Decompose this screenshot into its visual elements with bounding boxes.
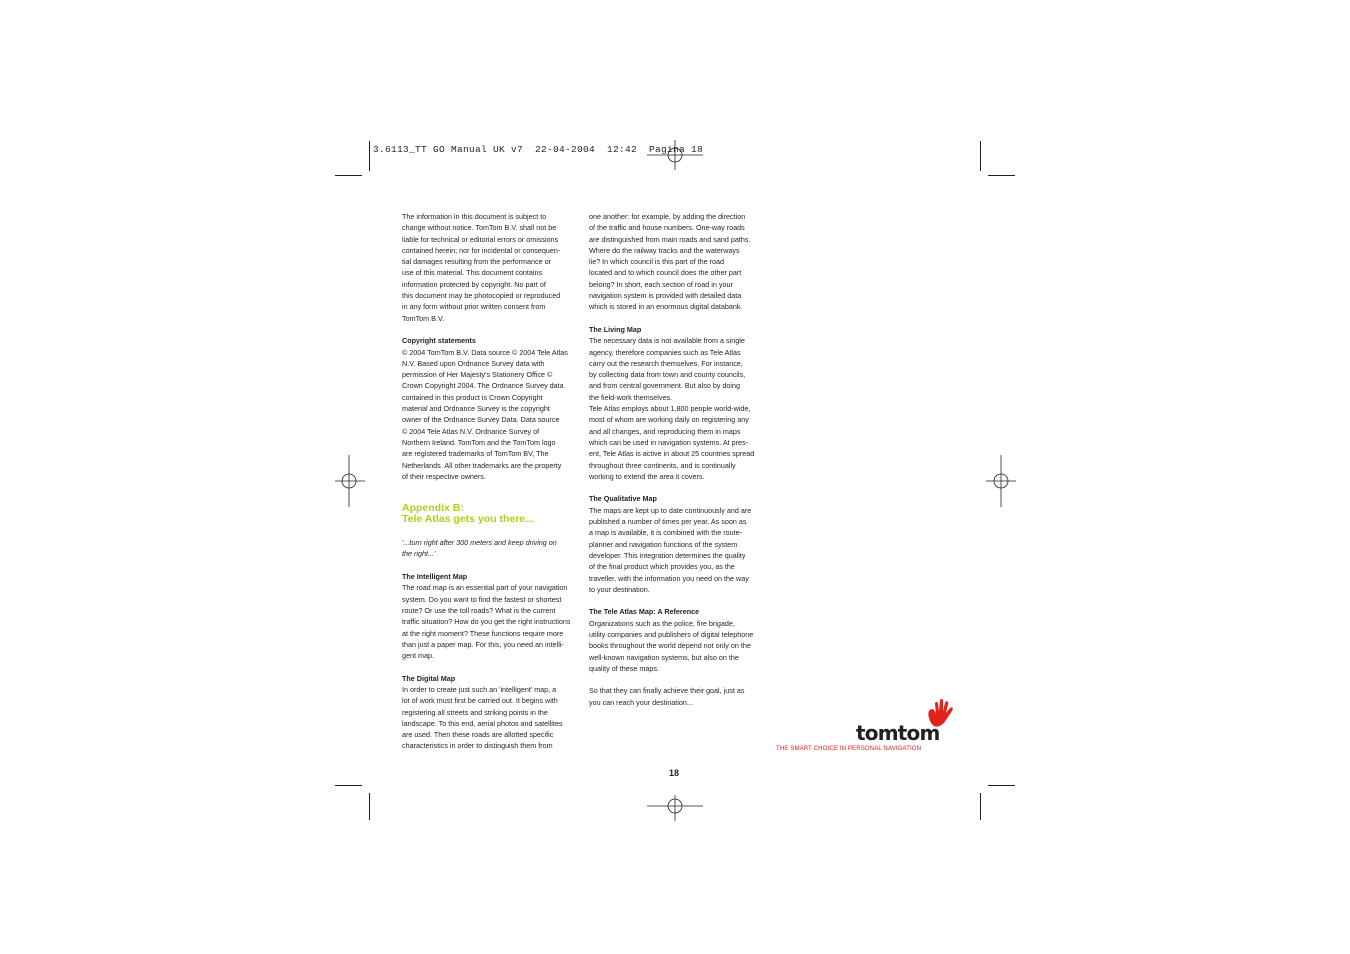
crop-mark-bottom-right-v <box>980 793 981 820</box>
registration-mark-bottom <box>647 795 703 821</box>
living-map-paragraph: The necessary data is not available from a single agency, therefore companies such as Tele Atlas carry out the research themselves. For instance, by collecting data from town and county councils, and from central government. But also by doing the field-work themselves. Tele Atlas employs about 1,800 people world-wide, most of whom are working daily on registering any and all changes, and reproducing them in maps which can be used in navigation systems. At pres- ent, Tele Atlas is active in about 25 countries spread throughout three continents, and is continually working to extend the area it covers. <box>589 336 755 481</box>
logo-tagline: THE SMART CHOICE IN PERSONAL NAVIGATION <box>776 745 922 752</box>
right-column <box>589 211 765 708</box>
page-number: 18 <box>669 768 680 778</box>
left-column <box>402 211 578 752</box>
tomtom-logo <box>776 698 951 754</box>
intelligent-map-heading: The Intelligent Map <box>402 572 468 582</box>
copyright-paragraph: © 2004 TomTom B.V. Data source © 2004 Tele Atlas N.V. Based upon Ordnance Survey data with permission of Her Majesty's Stationery Office © Crown Copyright 2004. The Ordnance Survey data contained in this product is Crown Copyright material and Ordnance Survey is the copyright owner of the Ordnance Survey Data. Data source © 2004 Tele Atlas N.V. Ordnance Survey of Northern Ireland. TomTom and the TomTom logo are registered trademarks of TomTom BV, The Netherlands. All other trademarks are the property of their respective owners. <box>402 347 568 481</box>
digital-map-continued-paragraph: one another: for example, by adding the direction of the traffic and house numbers. One-way roads are distinguished from main roads and sand paths. Where do the railway tracks and the waterways lie? In which council is this part of the road located and to which council does the other part belong? In short, each section of road in your navigation system is provided with detailed data which is stored in an enormous digital databank. <box>589 212 751 312</box>
crop-mark-bottom-left-h <box>335 785 362 786</box>
appendix-heading: Appendix B: Tele Atlas gets you there... <box>402 502 534 526</box>
print-slug: 3.6113_TT GO Manual UK v7 22-04-2004 12:42 Pagina 18 <box>373 144 704 155</box>
crop-mark-top-left-v <box>369 141 370 171</box>
closing-paragraph: So that they can finally achieve their goal, just as you can reach your destination... <box>589 686 745 707</box>
qualitative-map-paragraph: The maps are kept up to date continuously and are published a number of times per year. As soon as a map is available, it is combined with the route- planner and navigation functions of the system developer. This integration determines the quality of the final product which provides you, as the traveller, with the information you need on the way to your destination. <box>589 505 752 594</box>
digital-map-heading: The Digital Map <box>402 673 456 683</box>
crop-mark-bottom-left-v <box>369 793 370 820</box>
quote-paragraph: '...turn right after 300 meters and keep driving on the right...' <box>402 538 557 559</box>
registration-mark-top <box>647 140 703 170</box>
registration-mark-left <box>335 455 365 507</box>
logo-wordmark: tomtom <box>856 721 940 745</box>
registration-mark-right <box>986 455 1016 507</box>
intelligent-map-paragraph: The road map is an essential part of your navigation system. Do you want to find the fastest or shortest route? Or use the toll roads? What is the current traffic situation? How do you get the right instructions at the right moment? These functions require more than just a paper map. For this, you need an intelli- gent map. <box>402 583 571 661</box>
crop-mark-bottom-right-h <box>988 785 1015 786</box>
intro-paragraph: The information in this document is subject to change without notice. TomTom B.V. shall not be liable for technical or editorial errors or omissions contained herein; nor for incidental or consequen- tial damages resulting from the performance or use of this material. This document contains information protected by copyright. No part of this document may be photocopied or reproduced in any form without prior written consent from TomTom B.V. <box>402 212 561 323</box>
reference-map-paragraph: Organizations such as the police, fire brigade, utility companies and publishers of digital telephone books throughout the world depend not only on the well-known navigation systems, but also on the quality of these maps. <box>589 618 754 673</box>
crop-mark-top-left-h <box>335 175 362 176</box>
qualitative-map-heading: The Qualitative Map <box>589 494 657 504</box>
copyright-heading: Copyright statements <box>402 336 476 346</box>
living-map-heading: The Living Map <box>589 324 642 334</box>
crop-mark-top-right-h <box>988 175 1015 176</box>
crop-mark-top-right-v <box>980 141 981 171</box>
digital-map-paragraph: In order to create just such an 'intelligent' map, a lot of work must first be carried out. It begins with registering all streets and striking points in the landscape. To this end, aerial photos and satellites are used. Then these roads are allotted specific characteristics in order to distinguish them from <box>402 684 563 751</box>
reference-map-heading: The Tele Atlas Map: A Reference <box>589 607 700 617</box>
